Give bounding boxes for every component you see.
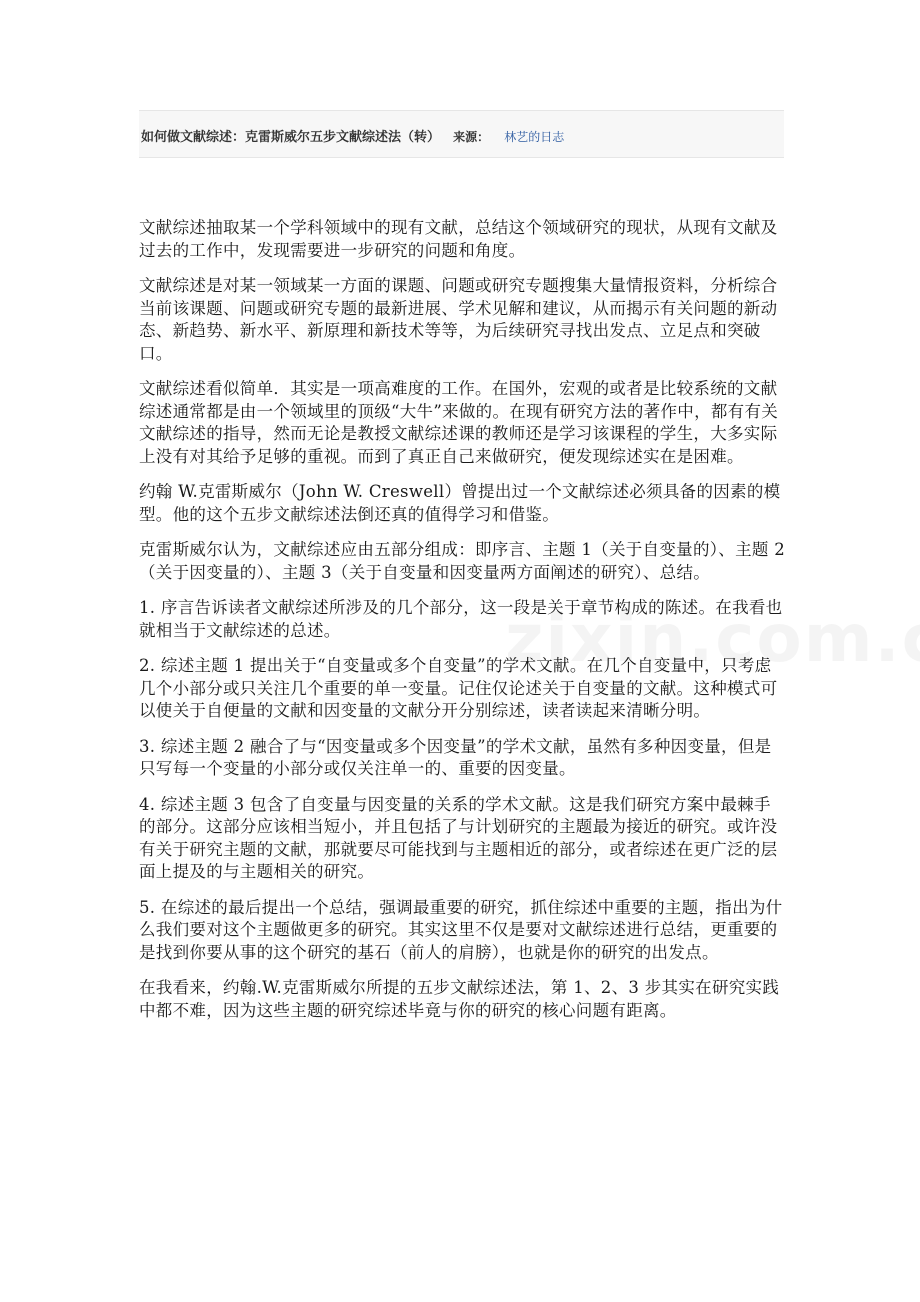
post-title: 如何做文献综述：克雷斯威尔五步文献综述法（转） — [141, 130, 441, 145]
post-header — [139, 110, 784, 158]
paragraph-difficulty: 文献综述看似简单．其实是一项高难度的工作。在国外，宏观的或者是比较系统的文献综述通常都是由一个领域里的顶级“大牛”来做的。在现有研究方法的著作中，都有有关文献综述的指导，然而无论是教授文献综述课的教师还是学习该课程的学生，大多实际上没有对其给予足够的重视。而到了真正自己来做研究，便发现综述实在是困难。 — [139, 379, 779, 466]
article-body — [139, 217, 787, 1035]
paragraph-step-4: 4. 综述主题 3 包含了自变量与因变量的关系的学术文献。这是我们研究方案中最棘手的部分。这部分应该相当短小，并且包括了与计划研究的主题最为接近的研究。或许没有关于研究主题的文献，那就要尽可能找到与主题相近的部分，或者综述在更广泛的层面上提及的与主题相关的研究。 — [139, 794, 778, 881]
paragraph-step-2: 2. 综述主题 1 提出关于“自变量或多个自变量”的学术文献。在几个自变量中，只考虑几个小部分或只关注几个重要的单一变量。记住仅论述关于自变量的文献。这种模式可以使关于自便量的文献和因变量的文献分开分别综述，读者读起来清晰分明。 — [139, 656, 778, 720]
paragraph-step-1: 1. 序言告诉读者文献综述所涉及的几个部分，这一段是关于章节构成的陈述。在我看也就相当于文献综述的总述。 — [139, 598, 783, 640]
paragraph-step-5: 5. 在综述的最后提出一个总结，强调最重要的研究，抓住综述中重要的主题，指出为什么我们要对这个主题做更多的研究。其实这里不仅是要对文献综述进行总结，更重要的是找到你要从事的这个研究的基石（前人的肩膀），也就是你的研究的出发点。 — [139, 897, 783, 962]
paragraph-step-3: 3. 综述主题 2 融合了与“因变量或多个因变量”的学术文献，虽然有多种因变量，但是只写每一个变量的小部分或仅关注单一的、重要的因变量。 — [139, 736, 772, 778]
source-link[interactable]: 林艺的日志 — [504, 130, 565, 144]
paragraph-five-parts: 克雷斯威尔认为，文献综述应由五部分组成：即序言、主题 1（关于自变量的）、主题 2（关于因变量的）、主题 3（关于自变量和因变量两方面阐述的研究）、总结。 — [139, 540, 786, 582]
paragraph-opinion: 在我看来，约翰.W.克雷斯威尔所提的五步文献综述法，第 1、2、3 步其实在研究实践中都不难，因为这些主题的研究综述毕竟与你的研究的核心问题有距离。 — [139, 978, 780, 1020]
paragraph-intro: 文献综述抽取某一个学科领域中的现有文献，总结这个领域研究的现状，从现有文献及过去的工作中，发现需要进一步研究的问题和角度。 — [139, 218, 778, 260]
post-header-inner — [141, 126, 564, 145]
source-label: 来源： — [453, 130, 490, 144]
paragraph-creswell-model: 约翰 W.克雷斯威尔（John W. Creswell）曾提出过一个文献综述必须具备的因素的模型。他的这个五步文献综述法倒还真的值得学习和借鉴。 — [139, 482, 781, 524]
paragraph-definition: 文献综述是对某一领域某一方面的课题、问题或研究专题搜集大量情报资料，分析综合当前该课题、问题或研究专题的最新进展、学术见解和建议，从而揭示有关问题的新动态、新趋势、新水平、新原理和新技术等等，为后续研究寻找出发点、立足点和突破口。 — [139, 276, 778, 363]
